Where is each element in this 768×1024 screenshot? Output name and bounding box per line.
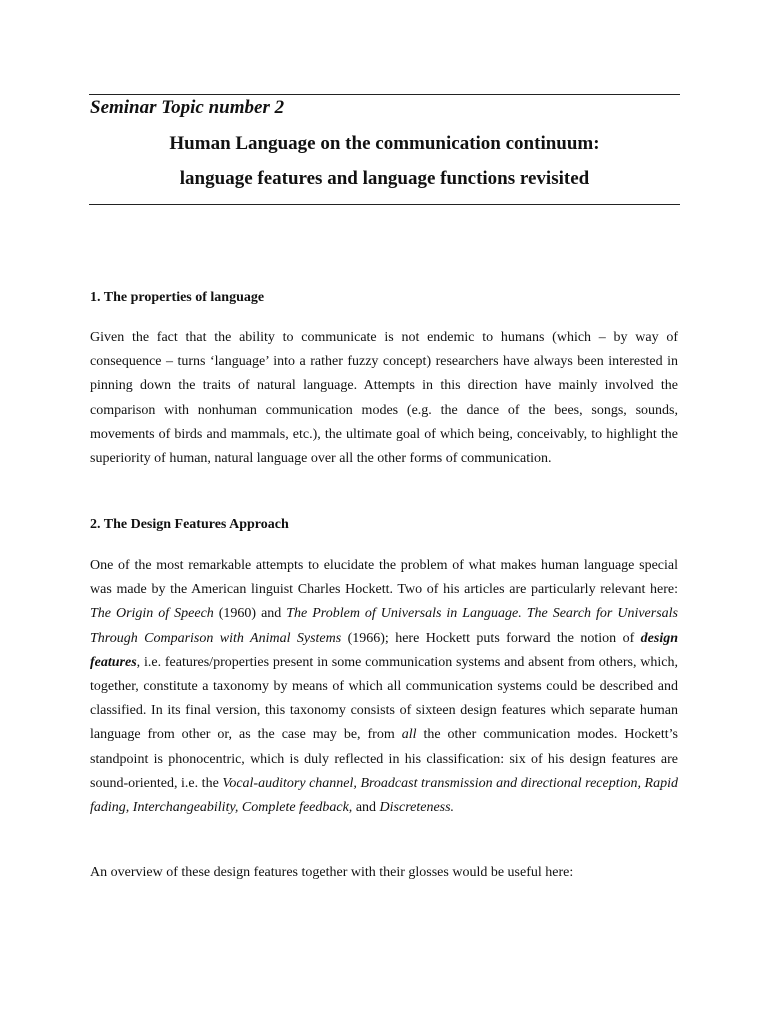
bottom-rule [89,204,680,205]
seminar-topic-label: Seminar Topic number 2 [90,97,285,118]
section-2-heading: 2. The Design Features Approach [90,517,289,532]
section-1-paragraph: Given the fact that the ability to communicate is not endemic to humans (which – by way of consequence – turns ‘language’ into a rather fuzzy concept) researchers have always been interested in pinning down the traits of natural language. Attempts in this direction have mainly involved the comparison with nonhuman communication modes (e.g. the dance of the bees, songs, sounds, movements of birds and mammals, etc.), the ultimate goal of which being, conceivably, to highlight the superiority of human, natural language over all the other forms of communication. [90,330,678,467]
p2-text-d: , i.e. features/properties present in some communication systems and absent from others, which, together, constitute a taxonomy by means of which all communication systems could be described and classified. In its final version, this taxonomy consists of sixteen design features which separate human language from other or, as the case may be, from [90,654,678,743]
title-line-1: Human Language on the communication continuum: [169,133,600,154]
p2-text-f: and [352,800,380,816]
emphasis-all: all [401,727,417,743]
work-title-problem-of-universals: The Problem of Universals in Language. The Search for Universals Through Comparison with Animal Systems [90,606,679,646]
feature-discreteness: Discreteness. [379,800,455,816]
overview-paragraph: An overview of these design features together with their glosses would be useful here: [90,865,574,880]
title-line-2: language features and language functions revisited [179,168,590,189]
p2-text-e: the other communication modes. Hockett’s standpoint is phonocentric, which is duly reflected in his classification: six of his design features are sound-oriented, i.e. the [90,727,678,791]
section-1-heading: 1. The properties of language [90,290,265,305]
work-title-origin-of-speech: The Origin of Speech [90,606,214,622]
p2-text-b: (1960) and [213,606,287,622]
p2-text-a: One of the most remarkable attempts to elucidate the problem of what makes human language special was made by the American linguist Charles Hockett. Two of his articles are particularly relevant here: [90,558,678,598]
section-2-paragraph [90,554,678,820]
p2-text-c: (1966); here Hockett puts forward the notion of [341,630,641,646]
term-design-features: design features [90,630,678,670]
sound-feature-list: Vocal-auditory channel, Broadcast transmission and directional reception, Rapid fading, Interchangeability, Complete feedback, [90,775,678,816]
